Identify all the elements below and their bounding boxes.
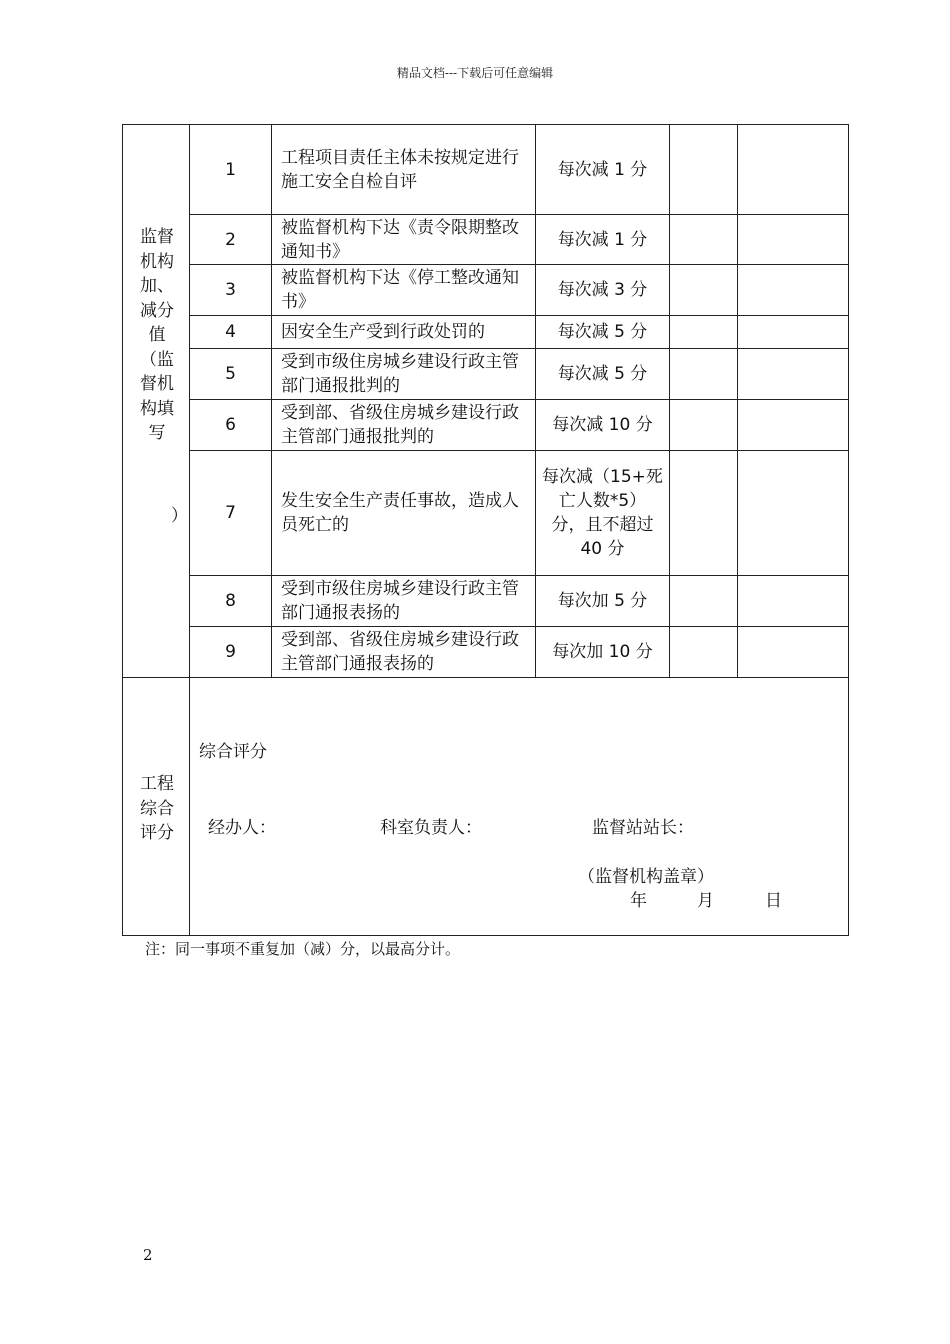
evaluation-table [122, 124, 849, 936]
row-score: 每次减（15+死亡人数*5）分，且不超过 40 分 [536, 451, 670, 576]
category-label: 监督机构加、减分值（监督机构填写 [140, 227, 174, 443]
row-number: 5 [190, 349, 272, 400]
blank-cell [738, 451, 849, 576]
table-row [123, 349, 849, 400]
blank-cell [738, 316, 849, 349]
row-item: 被监督机构下达《停工整改通知书》 [272, 265, 536, 316]
row-score: 每次减 1 分 [536, 215, 670, 265]
table-row [123, 316, 849, 349]
row-number: 8 [190, 576, 272, 627]
blank-cell [738, 125, 849, 215]
row-number: 1 [190, 125, 272, 215]
row-number: 3 [190, 265, 272, 316]
blank-cell [670, 349, 738, 400]
row-score: 每次减 5 分 [536, 349, 670, 400]
row-item: 受到部、省级住房城乡建设行政主管部门通报表扬的 [272, 627, 536, 678]
table-row [123, 451, 849, 576]
seal-label: （监督机构盖章） [578, 867, 714, 887]
footnote: 注：同一事项不重复加（减）分，以最高分计。 [145, 940, 461, 958]
summary-content-cell [190, 678, 849, 936]
blank-cell [738, 215, 849, 265]
blank-cell [670, 576, 738, 627]
row-score: 每次减 1 分 [536, 125, 670, 215]
blank-cell [738, 627, 849, 678]
row-item: 发生安全生产责任事故，造成人员死亡的 [272, 451, 536, 576]
summary-label: 工程综合评分 [140, 774, 174, 843]
blank-cell [670, 451, 738, 576]
row-score: 每次加 10 分 [536, 627, 670, 678]
row-number: 7 [190, 451, 272, 576]
blank-cell [670, 316, 738, 349]
blank-cell [738, 400, 849, 451]
table-row [123, 576, 849, 627]
category-close-paren: ） [171, 506, 188, 526]
blank-cell [738, 265, 849, 316]
row-item: 受到部、省级住房城乡建设行政主管部门通报批判的 [272, 400, 536, 451]
summary-label-cell [123, 678, 190, 936]
page-number: 2 [143, 1246, 153, 1264]
row-score: 每次加 5 分 [536, 576, 670, 627]
row-score: 每次减 5 分 [536, 316, 670, 349]
section-head-label: 科室负责人： [380, 818, 482, 838]
row-number: 9 [190, 627, 272, 678]
table-row [123, 400, 849, 451]
blank-cell [670, 215, 738, 265]
blank-cell [738, 576, 849, 627]
row-score: 每次减 10 分 [536, 400, 670, 451]
row-number: 2 [190, 215, 272, 265]
summary-heading: 综合评分 [199, 742, 267, 762]
blank-cell [670, 627, 738, 678]
page-header: 精品文档---下载后可任意编辑 [396, 66, 554, 80]
category-cell [123, 125, 190, 678]
summary-row [123, 678, 849, 936]
table-row [123, 265, 849, 316]
table-row [123, 627, 849, 678]
row-number: 6 [190, 400, 272, 451]
year-label: 年 [630, 891, 647, 911]
month-label: 月 [697, 891, 714, 911]
row-item: 因安全生产受到行政处罚的 [272, 316, 536, 349]
row-number: 4 [190, 316, 272, 349]
row-item: 被监督机构下达《责令限期整改通知书》 [272, 215, 536, 265]
station-head-label: 监督站站长： [592, 818, 694, 838]
blank-cell [670, 265, 738, 316]
row-score: 每次减 3 分 [536, 265, 670, 316]
row-item: 工程项目责任主体未按规定进行施工安全自检自评 [272, 125, 536, 215]
table-row [123, 125, 849, 215]
row-item: 受到市级住房城乡建设行政主管部门通报表扬的 [272, 576, 536, 627]
day-label: 日 [765, 891, 782, 911]
blank-cell [738, 349, 849, 400]
row-item: 受到市级住房城乡建设行政主管部门通报批判的 [272, 349, 536, 400]
table-row [123, 215, 849, 265]
blank-cell [670, 125, 738, 215]
handler-label: 经办人： [208, 818, 276, 838]
blank-cell [670, 400, 738, 451]
